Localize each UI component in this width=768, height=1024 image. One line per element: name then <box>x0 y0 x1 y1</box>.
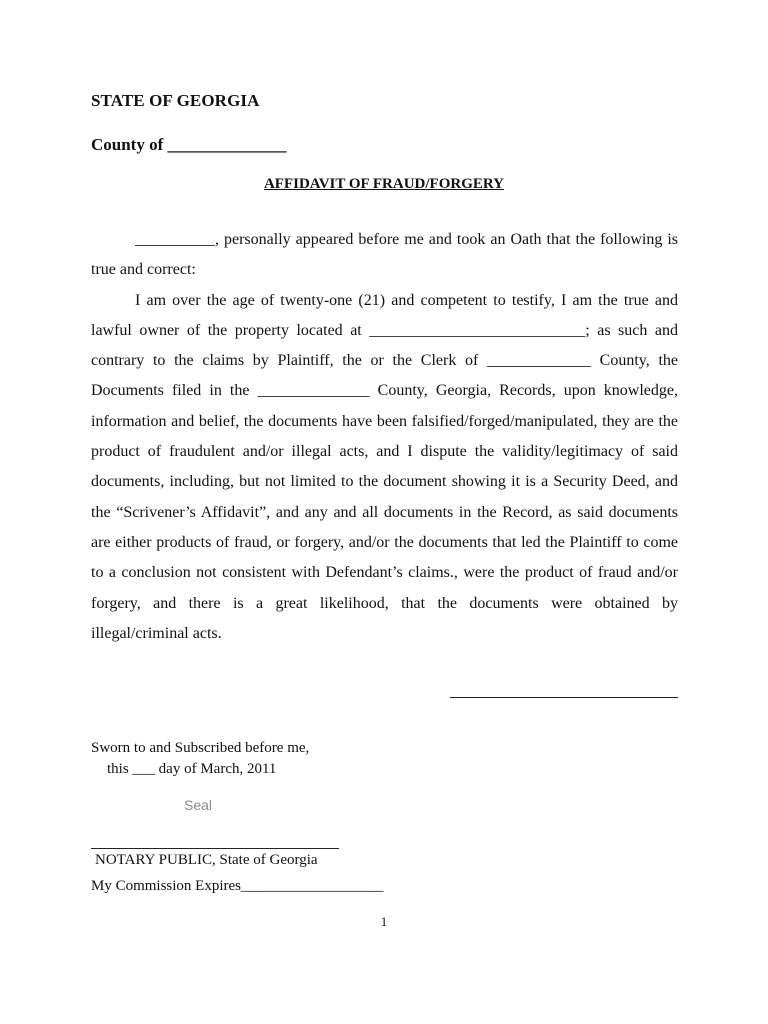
sworn-statement: Sworn to and Subscribed before me, <box>91 740 310 756</box>
document-title: AFFIDAVIT OF FRAUD/FORGERY <box>263 176 505 192</box>
affiant-signature-line <box>450 697 678 698</box>
state-heading: STATE OF GEORGIA <box>91 91 260 110</box>
county-heading: County of ______________ <box>91 135 287 154</box>
commission-expires-line: My Commission Expires___________________ <box>91 878 384 894</box>
paragraph-oath: __________, personally appeared before me and took an Oath that the following is true and correct: <box>91 231 678 279</box>
seal-label: Seal <box>184 797 213 813</box>
sworn-date: this ___ day of March, 2011 <box>107 761 277 777</box>
notary-public-label: NOTARY PUBLIC, State of Georgia <box>95 852 318 868</box>
paragraph-statement: I am over the age of twenty-one (21) and competent to testify, I am the true and lawful owner of the property located at ___________________________; as such and contrary to the claims by Plaintiff, the or the Clerk of _____________ County, the Documents filed in the ______________ County, Georgia, Records, upon knowledge, information and belief, the documents have been falsified/forged/manipulated, they are the product of fraudulent and/or illegal acts, and I dispute the validity/legitimacy of said documents, including, but not limited to the document showing it is a Security Deed, and the “Scrivener’s Affidavit”, and any and all documents in the Record, as said documents are either products of fraud, or forgery, and/or the documents that led the Plaintiff to come to a conclusion not consistent with Defendant’s claims., were the product of fraud and/or forgery, and there is a great likelihood, that the documents were obtained by illegal/criminal acts. <box>91 291 678 642</box>
affidavit-body <box>91 225 678 649</box>
page-number: 1 <box>380 914 388 929</box>
notary-signature-line <box>91 848 339 849</box>
